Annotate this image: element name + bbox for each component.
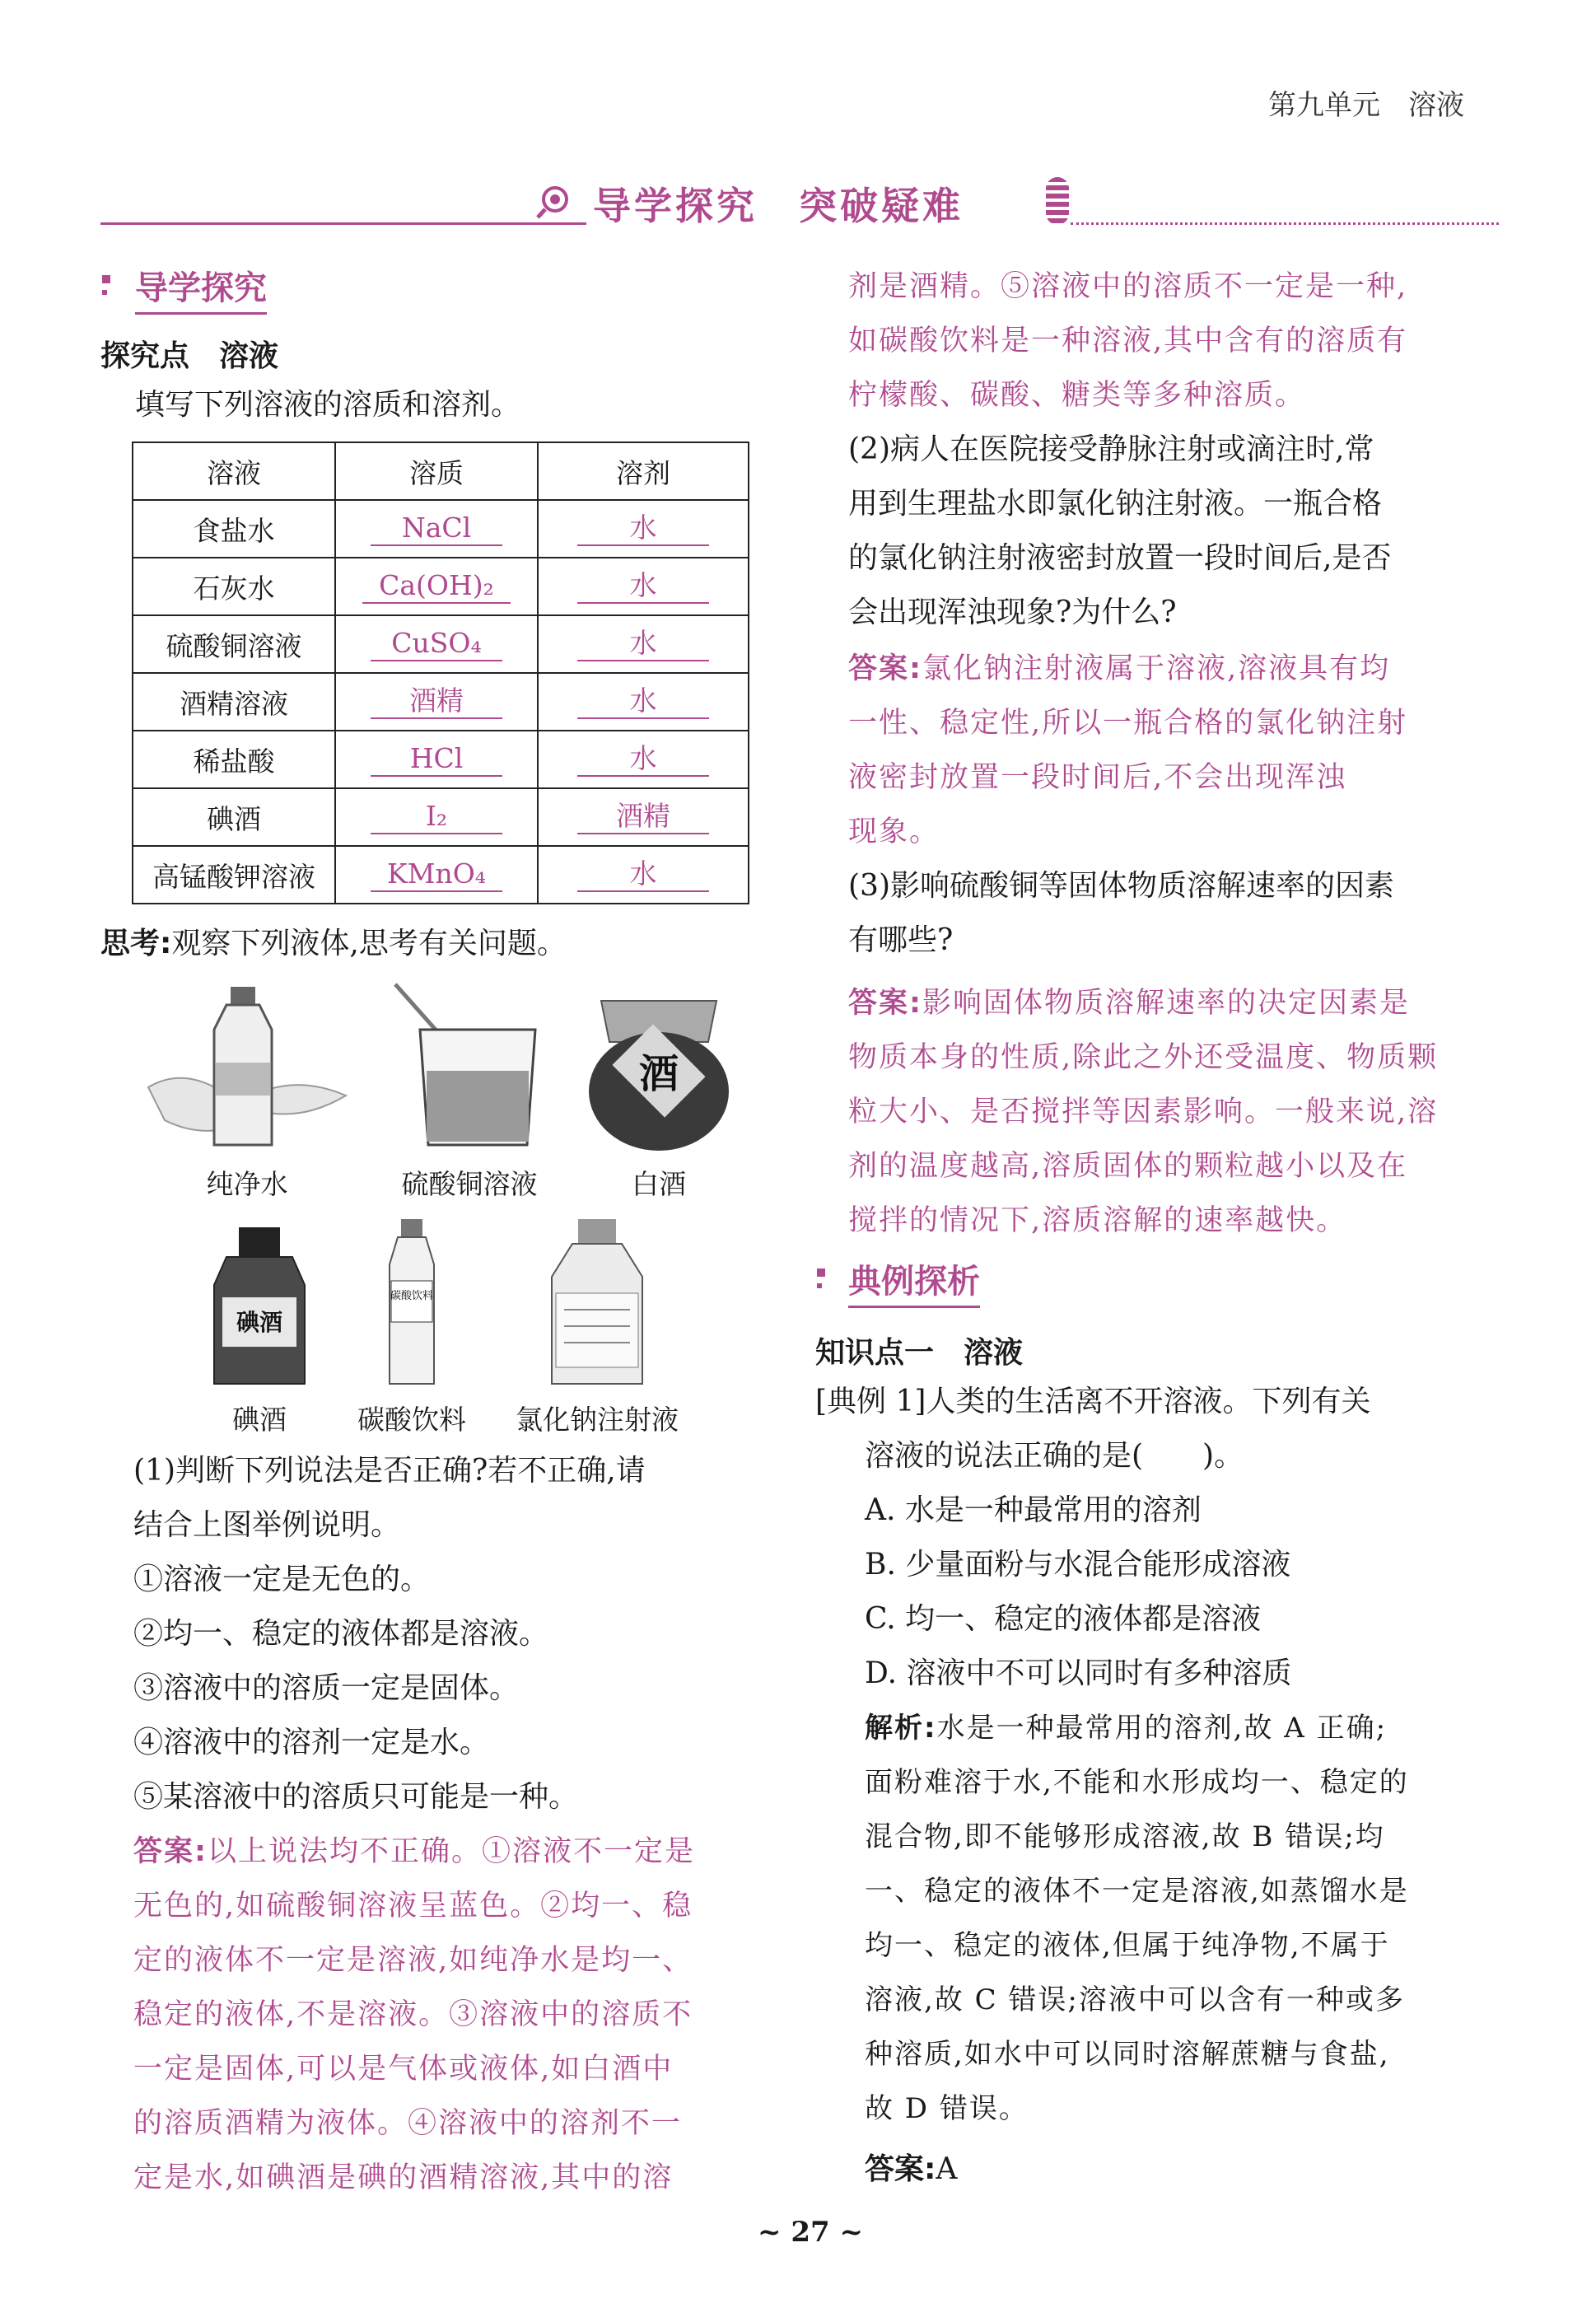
solvent-answer: 酒精 bbox=[577, 800, 709, 834]
solute-answer: Ca(OH)₂ bbox=[362, 569, 511, 604]
image-caption: 氯化钠注射液 bbox=[516, 1404, 679, 1436]
statement: ②均一、稳定的液体都是溶液。 bbox=[133, 1617, 549, 1651]
answer-2-line: 一性、稳定性,所以一瓶合格的氯化钠注射 bbox=[848, 707, 1408, 740]
answer-1-cont-line: 柠檬酸、碳酸、糖类等多种溶质。 bbox=[848, 379, 1306, 412]
table-row bbox=[133, 500, 749, 558]
question-2-line: 的氯化钠注射液密封放置一段时间后,是否 bbox=[848, 541, 1392, 575]
answer-label: 答案: bbox=[848, 652, 922, 685]
solution-name: 碘酒 bbox=[133, 788, 335, 846]
solution-table bbox=[132, 442, 749, 904]
analysis-line: 均一、稳定的液体,但属于纯净物,不属于 bbox=[865, 1929, 1390, 1962]
solution-name: 硫酸铜溶液 bbox=[133, 615, 335, 673]
answer-1-line: 的溶质酒精为液体。④溶液中的溶剂不一 bbox=[133, 2107, 683, 2140]
solvent-answer: 水 bbox=[577, 569, 709, 604]
image-caption: 碘酒 bbox=[232, 1404, 287, 1436]
question-2-line: 用到生理盐水即氯化钠注射液。一瓶合格 bbox=[848, 487, 1383, 521]
question-1-line: 结合上图举例说明。 bbox=[133, 1508, 401, 1542]
answer-3-line: 粒大小、是否搅拌等因素影响。一般来说,溶 bbox=[848, 1096, 1439, 1128]
solute-answer: NaCl bbox=[371, 512, 502, 546]
table-row bbox=[133, 846, 749, 904]
final-answer bbox=[865, 2151, 957, 2188]
think-label: 思考: bbox=[100, 927, 172, 960]
banner-decoration bbox=[1046, 177, 1069, 225]
banner-rule-left bbox=[100, 222, 586, 225]
section-marker-icon bbox=[102, 290, 107, 295]
analysis-line: 面粉难溶于水,不能和水形成均一、稳定的 bbox=[865, 1766, 1409, 1799]
answer-1-line: 定的液体不一定是溶液,如纯净水是均一、 bbox=[133, 1944, 693, 1977]
solvent-answer: 水 bbox=[577, 627, 709, 661]
banner-rule-right bbox=[1071, 222, 1499, 225]
table-row bbox=[133, 673, 749, 731]
solution-name: 稀盐酸 bbox=[133, 731, 335, 788]
answer-1-line: 定是水,如碘酒是碘的酒精溶液,其中的溶 bbox=[133, 2161, 674, 2194]
answer-2-line: 答案:氯化钠注射液属于溶液,溶液具有均 bbox=[848, 652, 1391, 685]
answer-3-line: 答案:影响固体物质溶解速率的决定因素是 bbox=[848, 987, 1411, 1020]
statement: ④溶液中的溶剂一定是水。 bbox=[133, 1726, 490, 1759]
solute-answer: I₂ bbox=[371, 800, 502, 834]
answer-3-line: 剂的温度越高,溶质固体的颗粒越小以及在 bbox=[848, 1150, 1408, 1183]
point-title: 探究点 溶液 bbox=[100, 339, 279, 373]
table-row bbox=[133, 788, 749, 846]
option-b: B. 少量面粉与水混合能形成溶液 bbox=[865, 1548, 1291, 1581]
table-header: 溶质 bbox=[335, 442, 538, 500]
soda-bottle-image bbox=[375, 1215, 449, 1388]
option-d: D. 溶液中不可以同时有多种溶质 bbox=[865, 1656, 1292, 1690]
option-c: C. 均一、稳定的液体都是溶液 bbox=[865, 1602, 1262, 1636]
table-row bbox=[133, 731, 749, 788]
statement: ①溶液一定是无色的。 bbox=[133, 1563, 431, 1596]
think-prompt bbox=[100, 926, 567, 962]
question-1-line: (1)判断下列说法是否正确?若不正确,请 bbox=[133, 1454, 646, 1488]
final-answer-value: A bbox=[936, 2152, 958, 2186]
answer-label: 答案: bbox=[865, 2152, 936, 2186]
solution-name: 食盐水 bbox=[133, 500, 335, 558]
statement: ⑤某溶液中的溶质只可能是一种。 bbox=[133, 1780, 579, 1814]
example-line: [典例 1]人类的生活离不开溶液。下列有关 bbox=[815, 1385, 1371, 1418]
solute-answer: KMnO₄ bbox=[371, 857, 502, 892]
solute-answer: CuSO₄ bbox=[371, 627, 502, 661]
table-row bbox=[133, 615, 749, 673]
analysis-label: 解析: bbox=[865, 1712, 937, 1745]
analysis-line: 混合物,即不能够形成溶液,故 B 错误;均 bbox=[865, 1820, 1385, 1853]
question-3-line: (3)影响硫酸铜等固体物质溶解速率的因素 bbox=[848, 869, 1394, 903]
copper-sulfate-beaker-image bbox=[379, 980, 560, 1153]
question-2-line: (2)病人在医院接受静脉注射或滴注时,常 bbox=[848, 432, 1374, 466]
answer-1-line: 无色的,如硫酸铜溶液呈蓝色。②均一、稳 bbox=[133, 1890, 693, 1923]
solution-name: 高锰酸钾溶液 bbox=[133, 846, 335, 904]
table-header: 溶剂 bbox=[538, 442, 749, 500]
answer-3-line: 物质本身的性质,除此之外还受温度、物质颗 bbox=[848, 1041, 1439, 1074]
table-header: 溶液 bbox=[133, 442, 335, 500]
analysis-line: 种溶质,如水中可以同时溶解蔗糖与食盐, bbox=[865, 2038, 1390, 2071]
saline-injection-bottle-image bbox=[535, 1215, 659, 1388]
solvent-answer: 水 bbox=[577, 684, 709, 719]
jar-label-char: 酒 bbox=[638, 1051, 679, 1097]
analysis-line: 一、稳定的液体不一定是溶液,如蒸馏水是 bbox=[865, 1875, 1409, 1908]
answer-2-line: 液密封放置一段时间后,不会出现浑浊 bbox=[848, 761, 1347, 794]
answer-1-line: 稳定的液体,不是溶液。③溶液中的溶质不 bbox=[133, 1998, 693, 2031]
answer-1-line: 一定是固体,可以是气体或液体,如白酒中 bbox=[133, 2053, 674, 2086]
answer-1-cont-line: 如碳酸饮料是一种溶液,其中含有的溶质有 bbox=[848, 325, 1408, 357]
magnifier-icon bbox=[535, 183, 573, 221]
analysis-line: 溶液,故 C 错误;溶液中可以含有一种或多 bbox=[865, 1983, 1405, 2016]
analysis-line: 故 D 错误。 bbox=[865, 2092, 1029, 2125]
answer-1-cont-line: 剂是酒精。⑤溶液中的溶质不一定是一种, bbox=[848, 270, 1408, 303]
question-2-line: 会出现浑浊现象?为什么? bbox=[848, 596, 1177, 629]
iodine-tincture-bottle-image bbox=[198, 1219, 321, 1388]
section-marker-icon bbox=[817, 1268, 825, 1277]
page-number: ~ 27 ~ bbox=[758, 2216, 863, 2249]
answer-label: 答案: bbox=[848, 987, 922, 1020]
liquor-jar-image bbox=[576, 984, 741, 1153]
solute-answer: 酒精 bbox=[371, 684, 502, 719]
unit-header: 第九单元 溶液 bbox=[1268, 89, 1464, 122]
answer-3-line: 搅拌的情况下,溶质溶解的速率越快。 bbox=[848, 1204, 1347, 1237]
image-caption: 碳酸饮料 bbox=[357, 1404, 466, 1436]
table-header-row bbox=[133, 442, 749, 500]
solute-answer: HCl bbox=[371, 742, 502, 777]
solution-name: 酒精溶液 bbox=[133, 673, 335, 731]
section-marker-icon bbox=[102, 275, 110, 283]
example-line: 溶液的说法正确的是( )。 bbox=[865, 1439, 1244, 1473]
answer-label: 答案: bbox=[133, 1835, 208, 1868]
solvent-answer: 水 bbox=[577, 512, 709, 546]
option-a: A. 水是一种最常用的溶剂 bbox=[865, 1493, 1202, 1527]
section-title-guide: 导学探究 bbox=[135, 262, 267, 315]
section-marker-icon bbox=[817, 1283, 822, 1288]
soda-label-text: 碳酸饮料 bbox=[390, 1290, 434, 1302]
analysis-line: 解析:水是一种最常用的溶剂,故 A 正确; bbox=[865, 1712, 1388, 1745]
solution-name: 石灰水 bbox=[133, 558, 335, 615]
banner-title: 导学探究 突破疑难 bbox=[593, 184, 964, 228]
iodine-label-text: 碘酒 bbox=[236, 1309, 283, 1336]
instruction-text: 填写下列溶液的溶质和溶剂。 bbox=[135, 388, 521, 422]
answer-2-line: 现象。 bbox=[848, 815, 940, 848]
statement: ③溶液中的溶质一定是固体。 bbox=[133, 1671, 520, 1705]
pure-water-bottle-image bbox=[140, 980, 354, 1153]
table-row bbox=[133, 558, 749, 615]
section-title-examples: 典例探析 bbox=[848, 1255, 980, 1308]
image-caption: 纯净水 bbox=[206, 1168, 288, 1200]
answer-1-line: 答案:以上说法均不正确。①溶液不一定是 bbox=[133, 1835, 696, 1868]
solvent-answer: 水 bbox=[577, 742, 709, 777]
image-caption: 白酒 bbox=[632, 1168, 686, 1200]
question-3-line: 有哪些? bbox=[848, 923, 954, 957]
image-caption: 硫酸铜溶液 bbox=[401, 1168, 538, 1200]
solvent-answer: 水 bbox=[577, 857, 709, 892]
knowledge-point-title: 知识点一 溶液 bbox=[815, 1336, 1024, 1370]
think-text: 观察下列液体,思考有关问题。 bbox=[171, 927, 567, 960]
